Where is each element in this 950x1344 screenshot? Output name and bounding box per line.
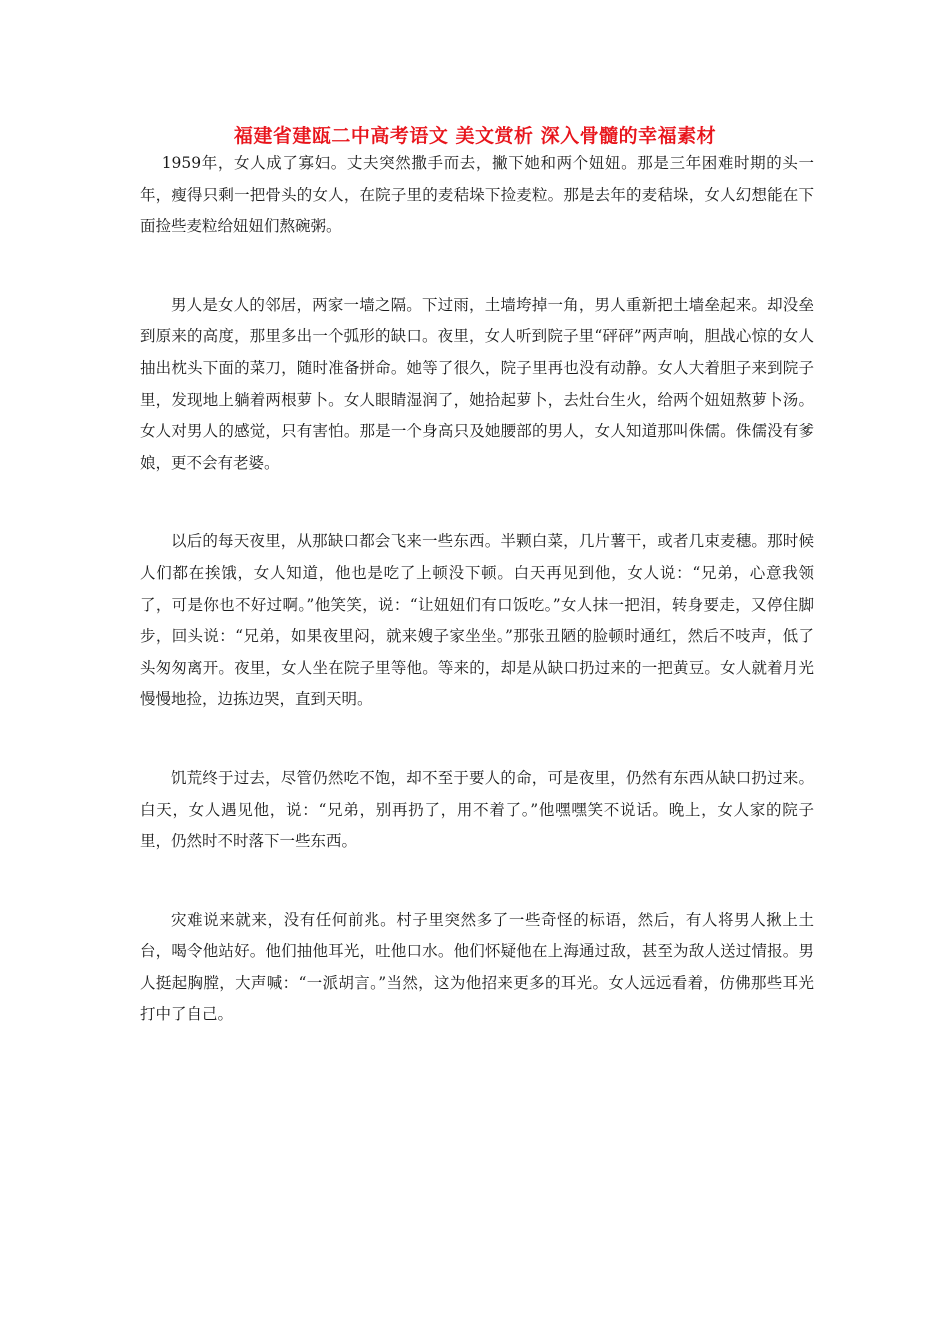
document-body (140, 148, 814, 1031)
paragraph-gap (140, 243, 814, 290)
paragraph-1: 1959年，女人成了寡妇。丈夫突然撒手而去，撇下她和两个妞妞。那是三年困难时期的头一年，瘦得只剩一把骨头的女人，在院子里的麦秸垛下捡麦粒。那是去年的麦秸垛，女人幻想能在下面捡些麦粒给妞妞们熬碗粥。 (140, 154, 814, 236)
paragraph-2: 男人是女人的邻居，两家一墙之隔。下过雨，土墙垮掉一角，男人重新把土墙垒起来。却没垒到原来的高度，那里多出一个弧形的缺口。夜里，女人听到院子里“砰砰”两声响，胆战心惊的女人抽出枕头下面的菜刀，随时准备拼命。她等了很久，院子里再也没有动静。女人大着胆子来到院子里，发现地上躺着两根萝卜。女人眼睛湿润了，她拾起萝卜，去灶台生火，给两个妞妞熬萝卜汤。女人对男人的感觉，只有害怕。那是一个身高只及她腰部的男人，女人知道那叫侏儒。侏儒没有爹娘，更不会有老婆。 (140, 295, 814, 472)
paragraph-gap (140, 858, 814, 905)
paragraph-4: 饥荒终于过去，尽管仍然吃不饱，却不至于要人的命，可是夜里，仍然有东西从缺口扔过来。白天，女人遇见他，说：“兄弟，别再扔了，用不着了。”他嘿嘿笑不说话。晚上，女人家的院子里，仍然时不时落下一些东西。 (140, 768, 814, 851)
paragraph-gap (140, 479, 814, 526)
paragraph-gap (140, 716, 814, 763)
paragraph-5: 灾难说来就来，没有任何前兆。村子里突然多了一些奇怪的标语，然后，有人将男人揪上土台，喝令他站好。他们抽他耳光，吐他口水。他们怀疑他在上海通过敌，甚至为敌人送过情报。男人挺起胸膛，大声喊：“一派胡言。”当然，这为他招来更多的耳光。女人远远看着，仿佛那些耳光打中了自己。 (140, 910, 814, 1024)
paragraph-3: 以后的每天夜里，从那缺口都会飞来一些东西。半颗白菜，几片薯干，或者几束麦穗。那时候人们都在挨饿，女人知道，他也是吃了上顿没下顿。白天再见到他，女人说：“兄弟，心意我领了，可是你也不好过啊。”他笑笑，说：“让妞妞们有口饭吃。”女人抹一把泪，转身要走，又停住脚步，回头说：“兄弟，如果夜里闷，就来嫂子家坐坐。”那张丑陋的脸顿时通红，然后不吱声，低了头匆匆离开。夜里，女人坐在院子里等他。等来的，却是从缺口扔过来的一把黄豆。女人就着月光慢慢地捡，边拣边哭，直到天明。 (140, 532, 814, 709)
document-title: 福建省建瓯二中高考语文 美文赏析 深入骨髓的幸福素材 (233, 125, 717, 147)
